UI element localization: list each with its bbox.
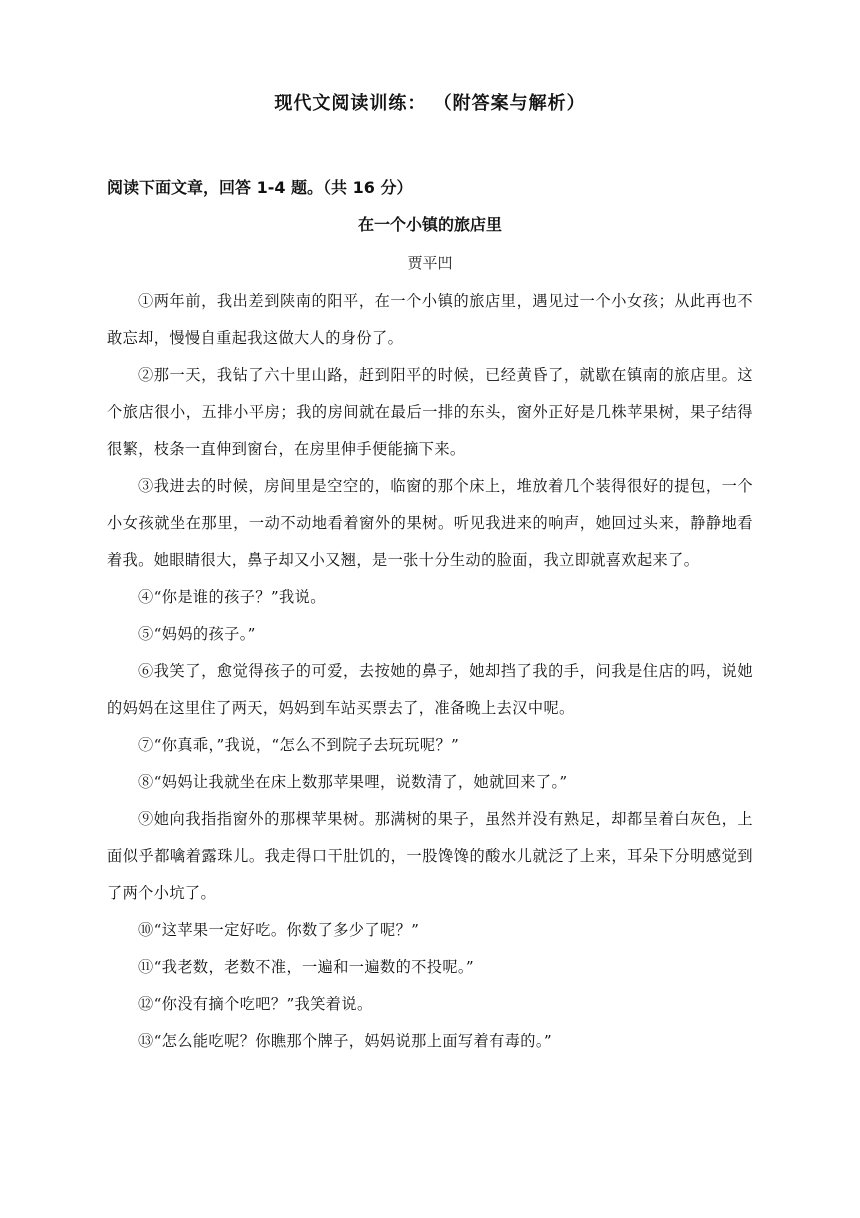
paragraph-5: ⑤“妈妈的孩子。” <box>138 625 256 643</box>
paragraph-7: ⑦“你真乖，”我说，“怎么不到院子去玩玩呢？” <box>138 736 460 754</box>
paragraph-12: ⑫“你没有摘个吃吧？”我笑着说。 <box>138 995 373 1013</box>
paragraph-11: ⑪“我老数，老数不准，一遍和一遍数的不投呢。” <box>138 958 475 976</box>
document-title: 现代文阅读训练： （附答案与解析） <box>274 93 586 114</box>
paragraph-4: ④“你是谁的孩子？”我说。 <box>138 588 326 606</box>
paragraph-2: ②那一天，我钻了六十里山路，赶到阳平的时候，已经黄昏了，就歇在镇南的旅店里。这个旅店很小，五排小平房；我的房间就在最后一排的东头，窗外正好是几株苹果树，果子结得很繁，枝条一直伸到窗台，在房里伸手便能摘下来。 <box>107 366 753 458</box>
paragraph-9: ⑨她向我指指窗外的那棵苹果树。那满树的果子，虽然并没有熟足，却都呈着白灰色，上面似乎都噙着露珠儿。我走得口干肚饥的，一股馋馋的酸水儿就泛了上来，耳朵下分明感觉到了两个小坑了。 <box>107 810 753 902</box>
article-title: 在一个小镇的旅店里 <box>357 215 502 234</box>
paragraph-6: ⑥我笑了，愈觉得孩子的可爱，去按她的鼻子，她却挡了我的手，问我是住店的吗，说她的妈妈在这里住了两天，妈妈到车站买票去了，准备晚上去汉中呢。 <box>107 662 753 717</box>
paragraph-3: ③我进去的时候，房间里是空空的，临窗的那个床上，堆放着几个装得很好的提包，一个小女孩就坐在那里，一动不动地看着窗外的果树。听见我进来的响声，她回过头来，静静地看着我。她眼睛很大，鼻子却又小又翘，是一张十分生动的脸面，我立即就喜欢起来了。 <box>107 477 753 569</box>
paragraph-1: ①两年前，我出差到陕南的阳平，在一个小镇的旅店里，遇见过一个小女孩；从此再也不敢忘却，慢慢自重起我这做大人的身份了。 <box>107 292 753 347</box>
paragraph-10: ⑩“这苹果一定好吃。你数了多少了呢？” <box>138 921 420 939</box>
article-body <box>107 283 753 1060</box>
question-instruction: 阅读下面文章，回答 1-4 题。（共 16 分） <box>107 178 413 197</box>
paragraph-13: ⑬“怎么能吃呢？你瞧那个牌子，妈妈说那上面写着有毒的。” <box>138 1032 553 1050</box>
paragraph-8: ⑧“妈妈让我就坐在床上数那苹果哩，说数清了，她就回来了。” <box>138 773 568 791</box>
article-author: 贾平凹 <box>407 254 453 272</box>
